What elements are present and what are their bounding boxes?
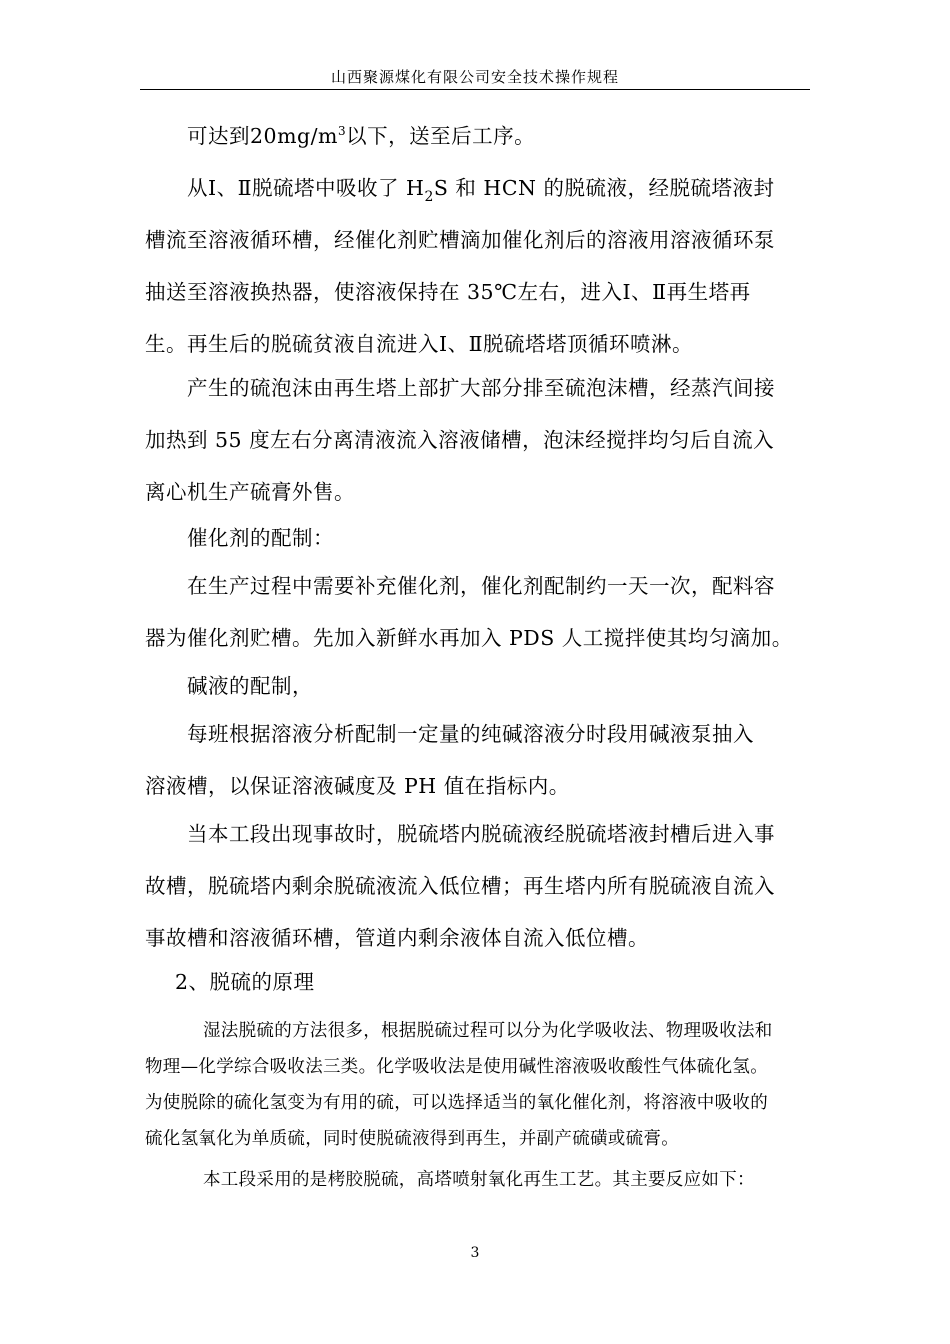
paragraph-1 [145,110,852,162]
paragraph-5 [145,560,810,664]
p7-line-1: 每班根据溶液分析配制一定量的纯碱溶液分时段用碱液泵抽入 [187,722,754,746]
p3-line-3: 离心机生产硫膏外售。 [145,480,355,504]
p5-line-1: 在生产过程中需要补充催化剂，催化剂配制约一天一次，配料容 [187,574,775,598]
p8-line-2: 故槽，脱硫塔内剩余脱硫液流入低位槽；再生塔内所有脱硫液自流入 [145,874,775,898]
p7-line-2: 溶液槽，以保证溶液碱度及 PH 值在指标内。 [145,774,570,798]
p8-line-1: 当本工段出现事故时，脱硫塔内脱硫液经脱硫塔液封槽后进入事 [187,822,775,846]
p1-text-pre: 可达到20mg/m [187,124,338,148]
p1-text-post: 以下，送至后工序。 [346,124,536,148]
p3-line-1: 产生的硫泡沫由再生塔上部扩大部分排至硫泡沫槽，经蒸汽间接 [187,376,775,400]
paragraph-10: 本工段采用的是栲胶脱硫，高塔喷射氧化再生工艺。其主要反应如下： [203,1170,755,1190]
p5-line-2: 器为催化剂贮槽。先加入新鲜水再加入 PDS 人工搅拌使其均匀滴加。 [145,626,793,650]
page-header-title: 山西聚源煤化有限公司安全技术操作规程 [330,68,619,86]
p2-line-1-post: S 和 HCN 的脱硫液，经脱硫塔液封 [433,176,775,200]
paragraph-4-heading: 催化剂的配制： [187,526,334,550]
p2-line-1 [145,162,810,214]
p2-subscript: 2 [424,189,434,205]
p2-line-4: 生。再生后的脱硫贫液自流进入Ⅰ、Ⅱ脱硫塔塔顶循环喷淋。 [145,332,694,356]
paragraph-2 [145,162,810,370]
page-number: 3 [470,1245,480,1261]
paragraph-6-heading: 碱液的配制， [187,674,313,698]
p3-line-2: 加热到 55 度左右分离清液流入溶液储槽，泡沫经搅拌均匀后自流入 [145,428,775,452]
p2-line-3: 抽送至溶液换热器，使溶液保持在 35℃左右，进入Ⅰ、Ⅱ再生塔再 [145,280,751,304]
p2-line-1-pre: 从Ⅰ、Ⅱ脱硫塔中吸收了 H [187,176,425,200]
p9-line-3: 为使脱除的硫化氢变为有用的硫，可以选择适当的氧化催化剂，将溶液中吸收的 [145,1093,768,1113]
p2-line-2: 槽流至溶液循环槽，经催化剂贮槽滴加催化剂后的溶液用溶液循环泵 [145,228,775,252]
paragraph-8 [145,808,810,964]
paragraph-7 [145,708,810,812]
paragraph-9 [145,1013,810,1157]
p9-line-4: 硫化氢氧化为单质硫，同时使脱硫液得到再生，并副产硫磺或硫膏。 [145,1129,679,1149]
p1-superscript: 3 [338,124,347,138]
p8-line-3: 事故槽和溶液循环槽，管道内剩余液体自流入低位槽。 [145,926,649,950]
p9-line-2: 物理—化学综合吸收法三类。化学吸收法是使用碱性溶液吸收酸性气体硫化氢。 [145,1057,768,1077]
section-heading: 2、脱硫的原理 [175,970,315,994]
p9-line-1: 湿法脱硫的方法很多，根据脱硫过程可以分为化学吸收法、物理吸收法和 [203,1021,773,1041]
paragraph-3 [145,362,810,518]
